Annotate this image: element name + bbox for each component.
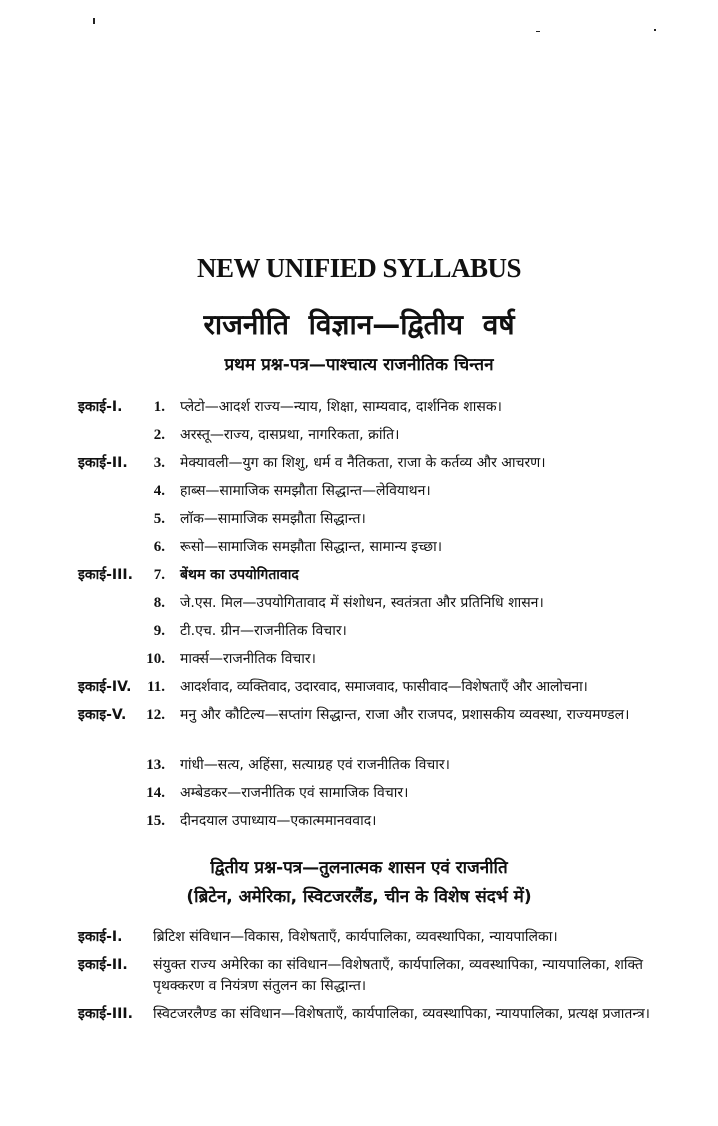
unit-label: इकाई-II. (78, 455, 128, 471)
item-number: 9. (153, 623, 165, 639)
unit-label: इकाई-III. (78, 567, 133, 583)
item-text: टी.एच. ग्रीन—राजनीतिक विचार। (180, 623, 347, 639)
item-number: 6. (153, 539, 165, 555)
item-number: 5. (153, 511, 165, 527)
item-text: मनु और कौटिल्य—सप्तांग सिद्धान्त, राजा और राजपद, प्रशासकीय व्यवस्था, राज्यमण्डल। (180, 707, 630, 723)
item-text: बेंथम का उपयोगितावाद (180, 567, 299, 583)
item-number: 4. (153, 483, 165, 499)
item-text: संयुक्त राज्य अमेरिका का संविधान—विशेषताएँ, कार्यपालिका, व्यवस्थापिका, न्यायपालिका, शक्ति पृथक्करण व नियंत्रण संतुलन का सिद्धान्त। (153, 957, 644, 994)
item-text: अम्बेडकर—राजनीतिक एवं सामाजिक विचार। (180, 785, 409, 801)
item-text: लॉक—सामाजिक समझौता सिद्धान्त। (180, 511, 366, 527)
item-number: 13. (146, 757, 165, 773)
item-number: 14. (146, 785, 165, 801)
item-text: मार्क्स—राजनीतिक विचार। (180, 651, 316, 667)
subject-title: राजनीति विज्ञान—द्वितीय वर्ष (203, 308, 515, 341)
item-number: 3. (153, 455, 165, 471)
unit-label: इकाइ-V. (78, 707, 127, 723)
scan-speck (654, 29, 656, 31)
scan-speck (93, 18, 95, 24)
item-text: दीनदयाल उपाध्याय—एकात्ममानववाद। (180, 813, 377, 829)
item-text: प्लेटो—आदर्श राज्य—न्याय, शिक्षा, साम्यवाद, दार्शनिक शासक। (180, 399, 502, 415)
item-text: अरस्तू—राज्य, दासप्रथा, नागरिकता, क्रांति। (180, 427, 400, 443)
item-text: मेक्यावली—युग का शिशु, धर्म व नैतिकता, राजा के कर्तव्य और आचरण। (180, 455, 546, 471)
item-text: स्विटजरलैण्ड का संविधान—विशेषताएँ, कार्यपालिका, व्यवस्थापिका, न्यायपालिका, प्रत्यक्ष प्रजातन्त्र। (153, 1006, 650, 1022)
item-number: 8. (153, 595, 165, 611)
item-text: आदर्शवाद, व्यक्तिवाद, उदारवाद, समाजवाद, फासीवाद—विशेषताएँ और आलोचना। (180, 679, 588, 695)
paper1-title: प्रथम प्रश्न-पत्र—पाश्चात्य राजनीतिक चिन्तन (224, 355, 494, 375)
unit-label: इकाई-III. (78, 1006, 133, 1022)
unit-label: इकाई-II. (78, 957, 128, 973)
item-number: 15. (146, 813, 165, 829)
item-text: ब्रिटिश संविधान—विकास, विशेषताएँ, कार्यपालिका, व्यवस्थापिका, न्यायपालिका। (153, 929, 558, 945)
item-number: 7. (153, 567, 165, 583)
item-text: गांधी—सत्य, अहिंसा, सत्याग्रह एवं राजनीतिक विचार। (180, 757, 450, 773)
syllabus-title: NEW UNIFIED SYLLABUS (196, 253, 522, 283)
paper2-title: द्वितीय प्रश्न-पत्र—तुलनात्मक शासन एवं राजनीति (210, 858, 508, 878)
unit-label: इकाई-IV. (78, 679, 132, 695)
item-number: 11. (147, 679, 165, 695)
paper2-subtitle: (ब्रिटेन, अमेरिका, स्विटजरलैंड, चीन के विशेष संदर्भ में) (186, 887, 532, 907)
item-number: 10. (146, 651, 165, 667)
item-text: हाब्स—सामाजिक समझौता सिद्धान्त—लेवियाथन। (180, 483, 431, 499)
item-text: जे.एस. मिल—उपयोगितावाद में संशोधन, स्वतंत्रता और प्रतिनिधि शासन। (180, 595, 544, 611)
unit-label: इकाई-I. (78, 929, 123, 945)
item-number: 12. (146, 707, 165, 723)
item-text: रूसो—सामाजिक समझौता सिद्धान्त, सामान्य इच्छा। (180, 539, 443, 555)
item-number: 2. (153, 427, 165, 443)
scan-speck (536, 31, 540, 32)
item-number: 1. (153, 399, 165, 415)
unit-label: इकाई-I. (78, 399, 123, 415)
